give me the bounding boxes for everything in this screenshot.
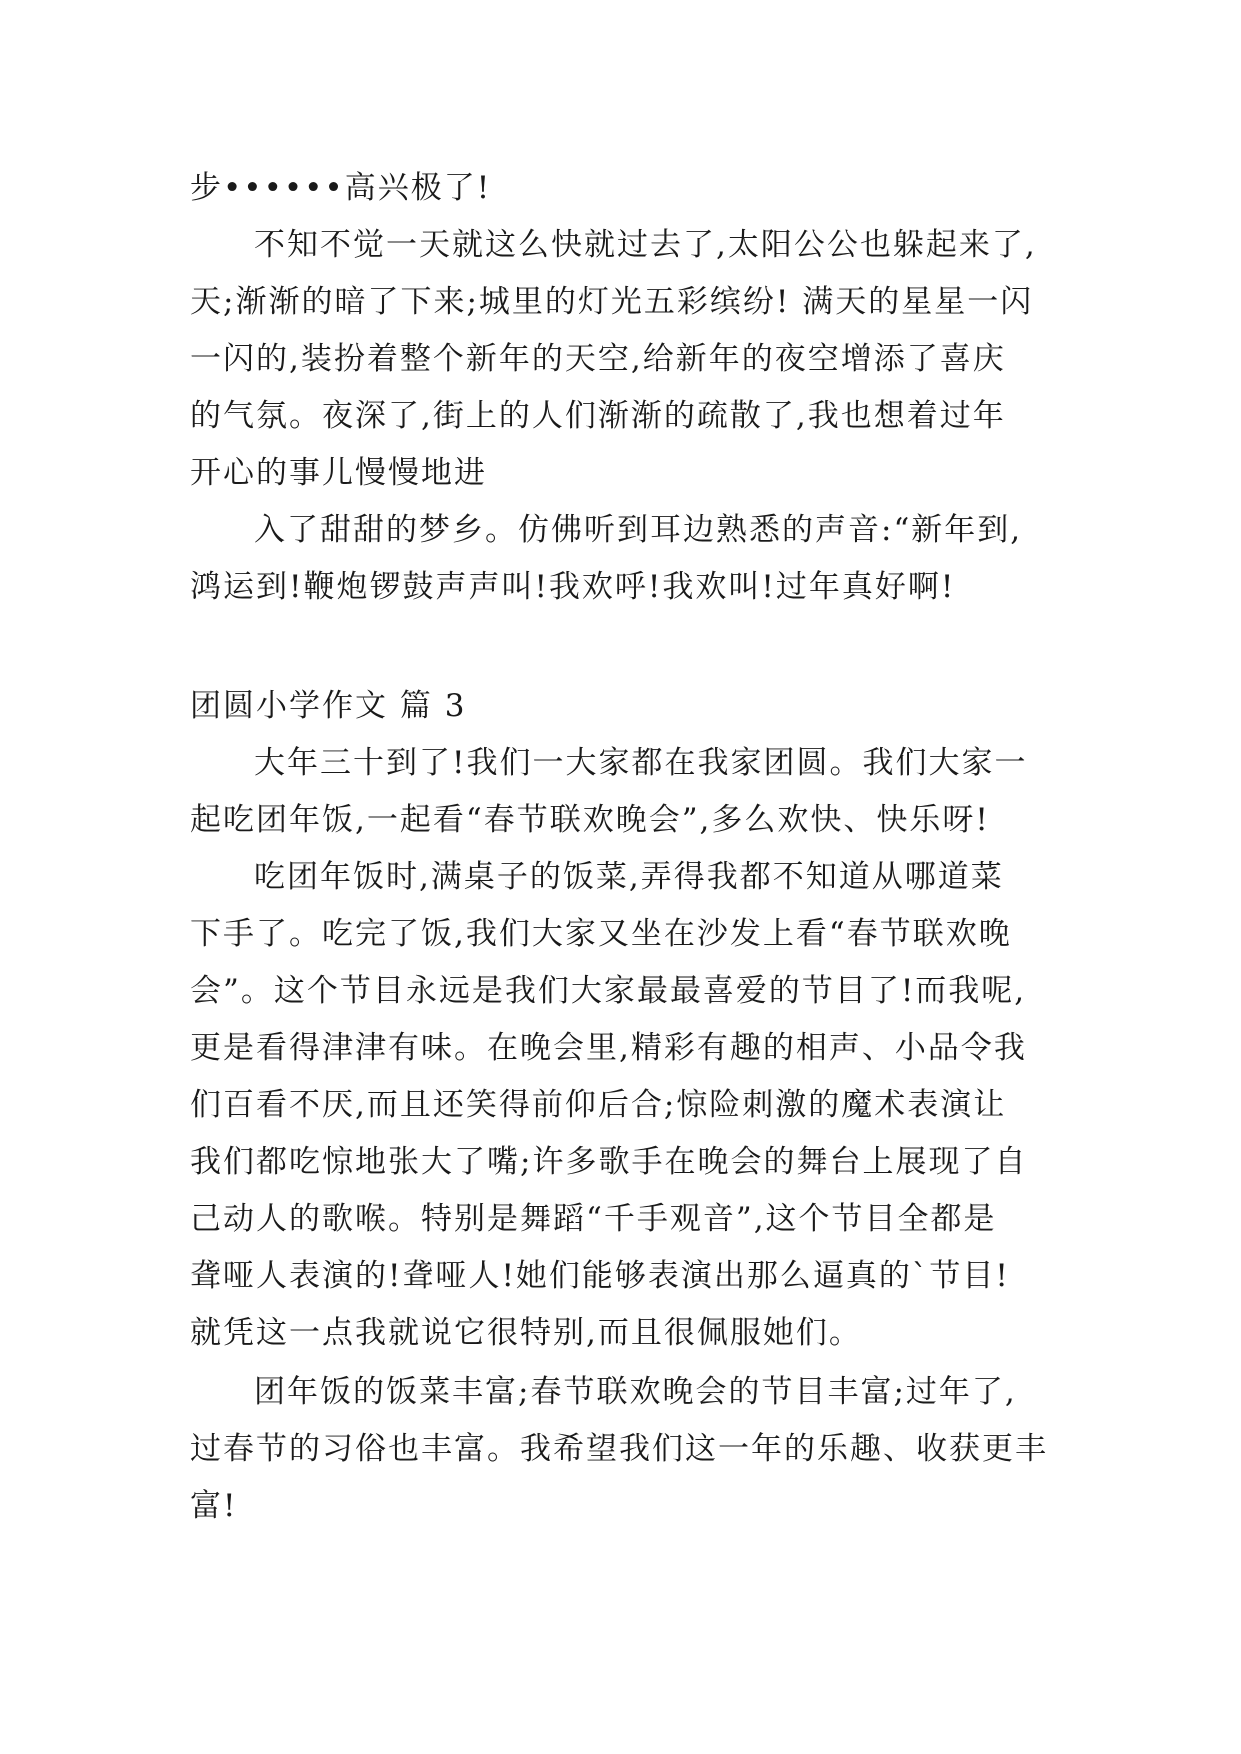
text-line: 们百看不厌,而且还笑得前仰后合;惊险刺激的魔术表演让 bbox=[190, 1087, 1007, 1123]
text-line: 更是看得津津有味。在晚会里,精彩有趣的相声、小品令我 bbox=[190, 1030, 1027, 1066]
text-line: 富! bbox=[190, 1488, 238, 1524]
text-line: 会”。这个节目永远是我们大家最最喜爱的节目了!而我呢, bbox=[190, 973, 1027, 1009]
text-line: 我们都吃惊地张大了嘴;许多歌手在晚会的舞台上展现了自 bbox=[190, 1144, 1028, 1180]
text-line: 己动人的歌喉。特别是舞蹈“千手观音”,这个节目全都是 bbox=[190, 1201, 997, 1237]
text-line: 下手了。吃完了饭,我们大家又坐在沙发上看“春节联欢晚 bbox=[190, 916, 1012, 952]
text-line: 的气氛。夜深了,街上的人们渐渐的疏散了,我也想着过年 bbox=[190, 398, 1006, 434]
text-line: 团年饭的饭菜丰富;春节联欢晚会的节目丰富;过年了, bbox=[254, 1374, 1017, 1410]
section-heading: 团圆小学作文 篇 3 bbox=[190, 688, 467, 724]
text-line: 不知不觉一天就这么快就过去了,太阳公公也躲起来了, bbox=[254, 227, 1037, 263]
text-line: 就凭这一点我就说它很特别,而且很佩服她们。 bbox=[190, 1315, 862, 1351]
text-line: 开心的事儿慢慢地进 bbox=[190, 455, 487, 491]
text-line: 过春节的习俗也丰富。我希望我们这一年的乐趣、收获更丰 bbox=[190, 1431, 1048, 1467]
text-line: 聋哑人表演的!聋哑人!她们能够表演出那么逼真的`节目! bbox=[190, 1258, 1010, 1294]
text-line: 天;渐渐的暗了下来;城里的灯光五彩缤纷! 满天的星星一闪 bbox=[190, 284, 1034, 320]
text-line: 大年三十到了!我们一大家都在我家团圆。我们大家一 bbox=[254, 745, 1028, 781]
text-line: 入了甜甜的梦乡。仿佛听到耳边熟悉的声音:“新年到, bbox=[254, 512, 1023, 548]
text-line: 鸿运到!鞭炮锣鼓声声叫!我欢呼!我欢叫!过年真好啊! bbox=[190, 569, 956, 605]
text-line: 一闪的,装扮着整个新年的天空,给新年的夜空增添了喜庆 bbox=[190, 341, 1006, 377]
text-line: 起吃团年饭,一起看“春节联欢晚会”,多么欢快、快乐呀! bbox=[190, 802, 990, 838]
text-line: 吃团年饭时,满桌子的饭菜,弄得我都不知道从哪道菜 bbox=[254, 859, 1004, 895]
text-line: 步••••••高兴极了! bbox=[190, 170, 492, 206]
